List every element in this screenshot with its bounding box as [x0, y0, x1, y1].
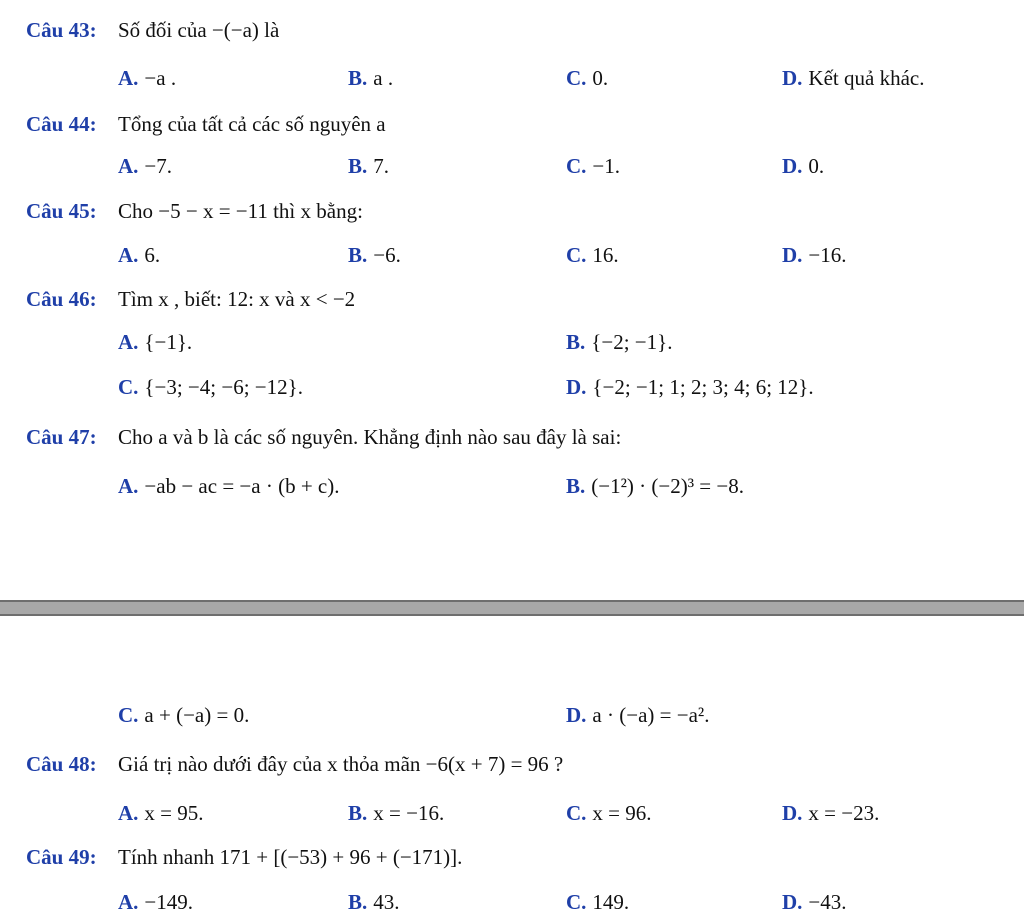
option-value: −149.	[144, 890, 194, 914]
q45-option-c	[566, 243, 619, 268]
q43-option-b	[348, 66, 393, 91]
page-break-divider	[0, 600, 1024, 616]
q49-option-d	[782, 890, 847, 915]
option-value: 7.	[373, 154, 390, 178]
question-48	[26, 752, 563, 777]
option-label: C.	[566, 66, 587, 90]
option-value: x = 95.	[144, 801, 204, 825]
q43-option-c	[566, 66, 608, 91]
q48-option-d	[782, 801, 879, 826]
q47-option-c	[118, 703, 249, 728]
q44-option-c	[566, 154, 620, 179]
q49-option-c	[566, 890, 629, 915]
question-43	[26, 18, 279, 43]
option-value: −ab − ac = −a · (b + c).	[144, 474, 340, 498]
option-value: Kết quả khác.	[808, 66, 925, 90]
question-44	[26, 112, 386, 137]
option-value: {−2; −1}.	[591, 330, 673, 354]
option-label: C.	[566, 801, 587, 825]
q45-option-b	[348, 243, 401, 268]
option-value: 0.	[592, 66, 609, 90]
option-value: 0.	[808, 154, 825, 178]
option-label: B.	[566, 330, 586, 354]
option-value: x = −23.	[808, 801, 880, 825]
option-value: −16.	[808, 243, 847, 267]
question-number: Câu 45:	[26, 199, 97, 223]
q47-option-b	[566, 474, 744, 499]
option-label: A.	[118, 474, 139, 498]
q46-option-c	[118, 375, 303, 400]
question-text: Số đối của −(−a) là	[118, 18, 280, 42]
question-number: Câu 49:	[26, 845, 97, 869]
question-49	[26, 845, 462, 870]
option-value: x = −16.	[373, 801, 445, 825]
q48-option-a	[118, 801, 204, 826]
question-number: Câu 47:	[26, 425, 97, 449]
option-label: A.	[118, 66, 139, 90]
q47-option-d	[566, 703, 709, 728]
option-label: C.	[566, 243, 587, 267]
document-page-bottom	[0, 616, 1024, 921]
option-label: D.	[566, 703, 587, 727]
q43-option-a	[118, 66, 176, 91]
question-number: Câu 46:	[26, 287, 97, 311]
option-label: D.	[782, 243, 803, 267]
option-label: B.	[348, 243, 368, 267]
option-value: −7.	[144, 154, 173, 178]
q43-option-d	[782, 66, 924, 91]
option-value: a + (−a) = 0.	[144, 703, 250, 727]
option-label: D.	[782, 890, 803, 914]
option-label: B.	[348, 890, 368, 914]
option-label: A.	[118, 154, 139, 178]
q44-option-d	[782, 154, 824, 179]
option-value: (−1²) · (−2)³ = −8.	[591, 474, 744, 498]
option-label: B.	[348, 66, 368, 90]
q44-option-a	[118, 154, 172, 179]
q48-option-b	[348, 801, 444, 826]
option-label: C.	[566, 890, 587, 914]
q45-option-d	[782, 243, 847, 268]
option-value: {−3; −4; −6; −12}.	[144, 375, 303, 399]
option-label: D.	[782, 801, 803, 825]
option-value: {−2; −1; 1; 2; 3; 4; 6; 12}.	[592, 375, 814, 399]
option-label: A.	[118, 243, 139, 267]
q46-option-d	[566, 375, 814, 400]
option-label: C.	[118, 703, 139, 727]
question-text: Tính nhanh 171 + [(−53) + 96 + (−171)].	[118, 845, 463, 869]
option-label: D.	[566, 375, 587, 399]
question-text: Cho −5 − x = −11 thì x bằng:	[118, 199, 363, 223]
option-label: A.	[118, 801, 139, 825]
option-value: −1.	[592, 154, 621, 178]
question-text: Cho a và b là các số nguyên. Khẳng định nào sau đây là sai:	[118, 425, 622, 449]
option-value: x = 96.	[592, 801, 652, 825]
option-label: D.	[782, 66, 803, 90]
question-number: Câu 44:	[26, 112, 97, 136]
question-number: Câu 43:	[26, 18, 97, 42]
option-label: C.	[566, 154, 587, 178]
option-label: A.	[118, 890, 139, 914]
option-value: a .	[373, 66, 394, 90]
option-value: {−1}.	[144, 330, 193, 354]
option-label: C.	[118, 375, 139, 399]
option-value: 149.	[592, 890, 630, 914]
question-number: Câu 48:	[26, 752, 97, 776]
option-value: 16.	[592, 243, 619, 267]
q49-option-b	[348, 890, 400, 915]
q49-option-a	[118, 890, 193, 915]
option-value: a · (−a) = −a².	[592, 703, 710, 727]
option-label: B.	[348, 154, 368, 178]
q44-option-b	[348, 154, 389, 179]
question-47	[26, 425, 621, 450]
question-text: Tổng của tất cả các số nguyên a	[118, 112, 386, 136]
q48-option-c	[566, 801, 652, 826]
option-label: B.	[348, 801, 368, 825]
question-text: Tìm x , biết: 12: x và x < −2	[118, 287, 356, 311]
q47-option-a	[118, 474, 339, 499]
option-label: B.	[566, 474, 586, 498]
question-46	[26, 287, 355, 312]
option-value: 43.	[373, 890, 400, 914]
option-label: D.	[782, 154, 803, 178]
option-value: −6.	[373, 243, 401, 267]
question-text: Giá trị nào dưới đây của x thỏa mãn −6(x + 7) = 96 ?	[118, 752, 564, 776]
q46-option-b	[566, 330, 672, 355]
q45-option-a	[118, 243, 160, 268]
option-value: −a .	[144, 66, 177, 90]
option-value: 6.	[144, 243, 161, 267]
question-45	[26, 199, 363, 224]
option-label: A.	[118, 330, 139, 354]
q46-option-a	[118, 330, 192, 355]
option-value: −43.	[808, 890, 847, 914]
